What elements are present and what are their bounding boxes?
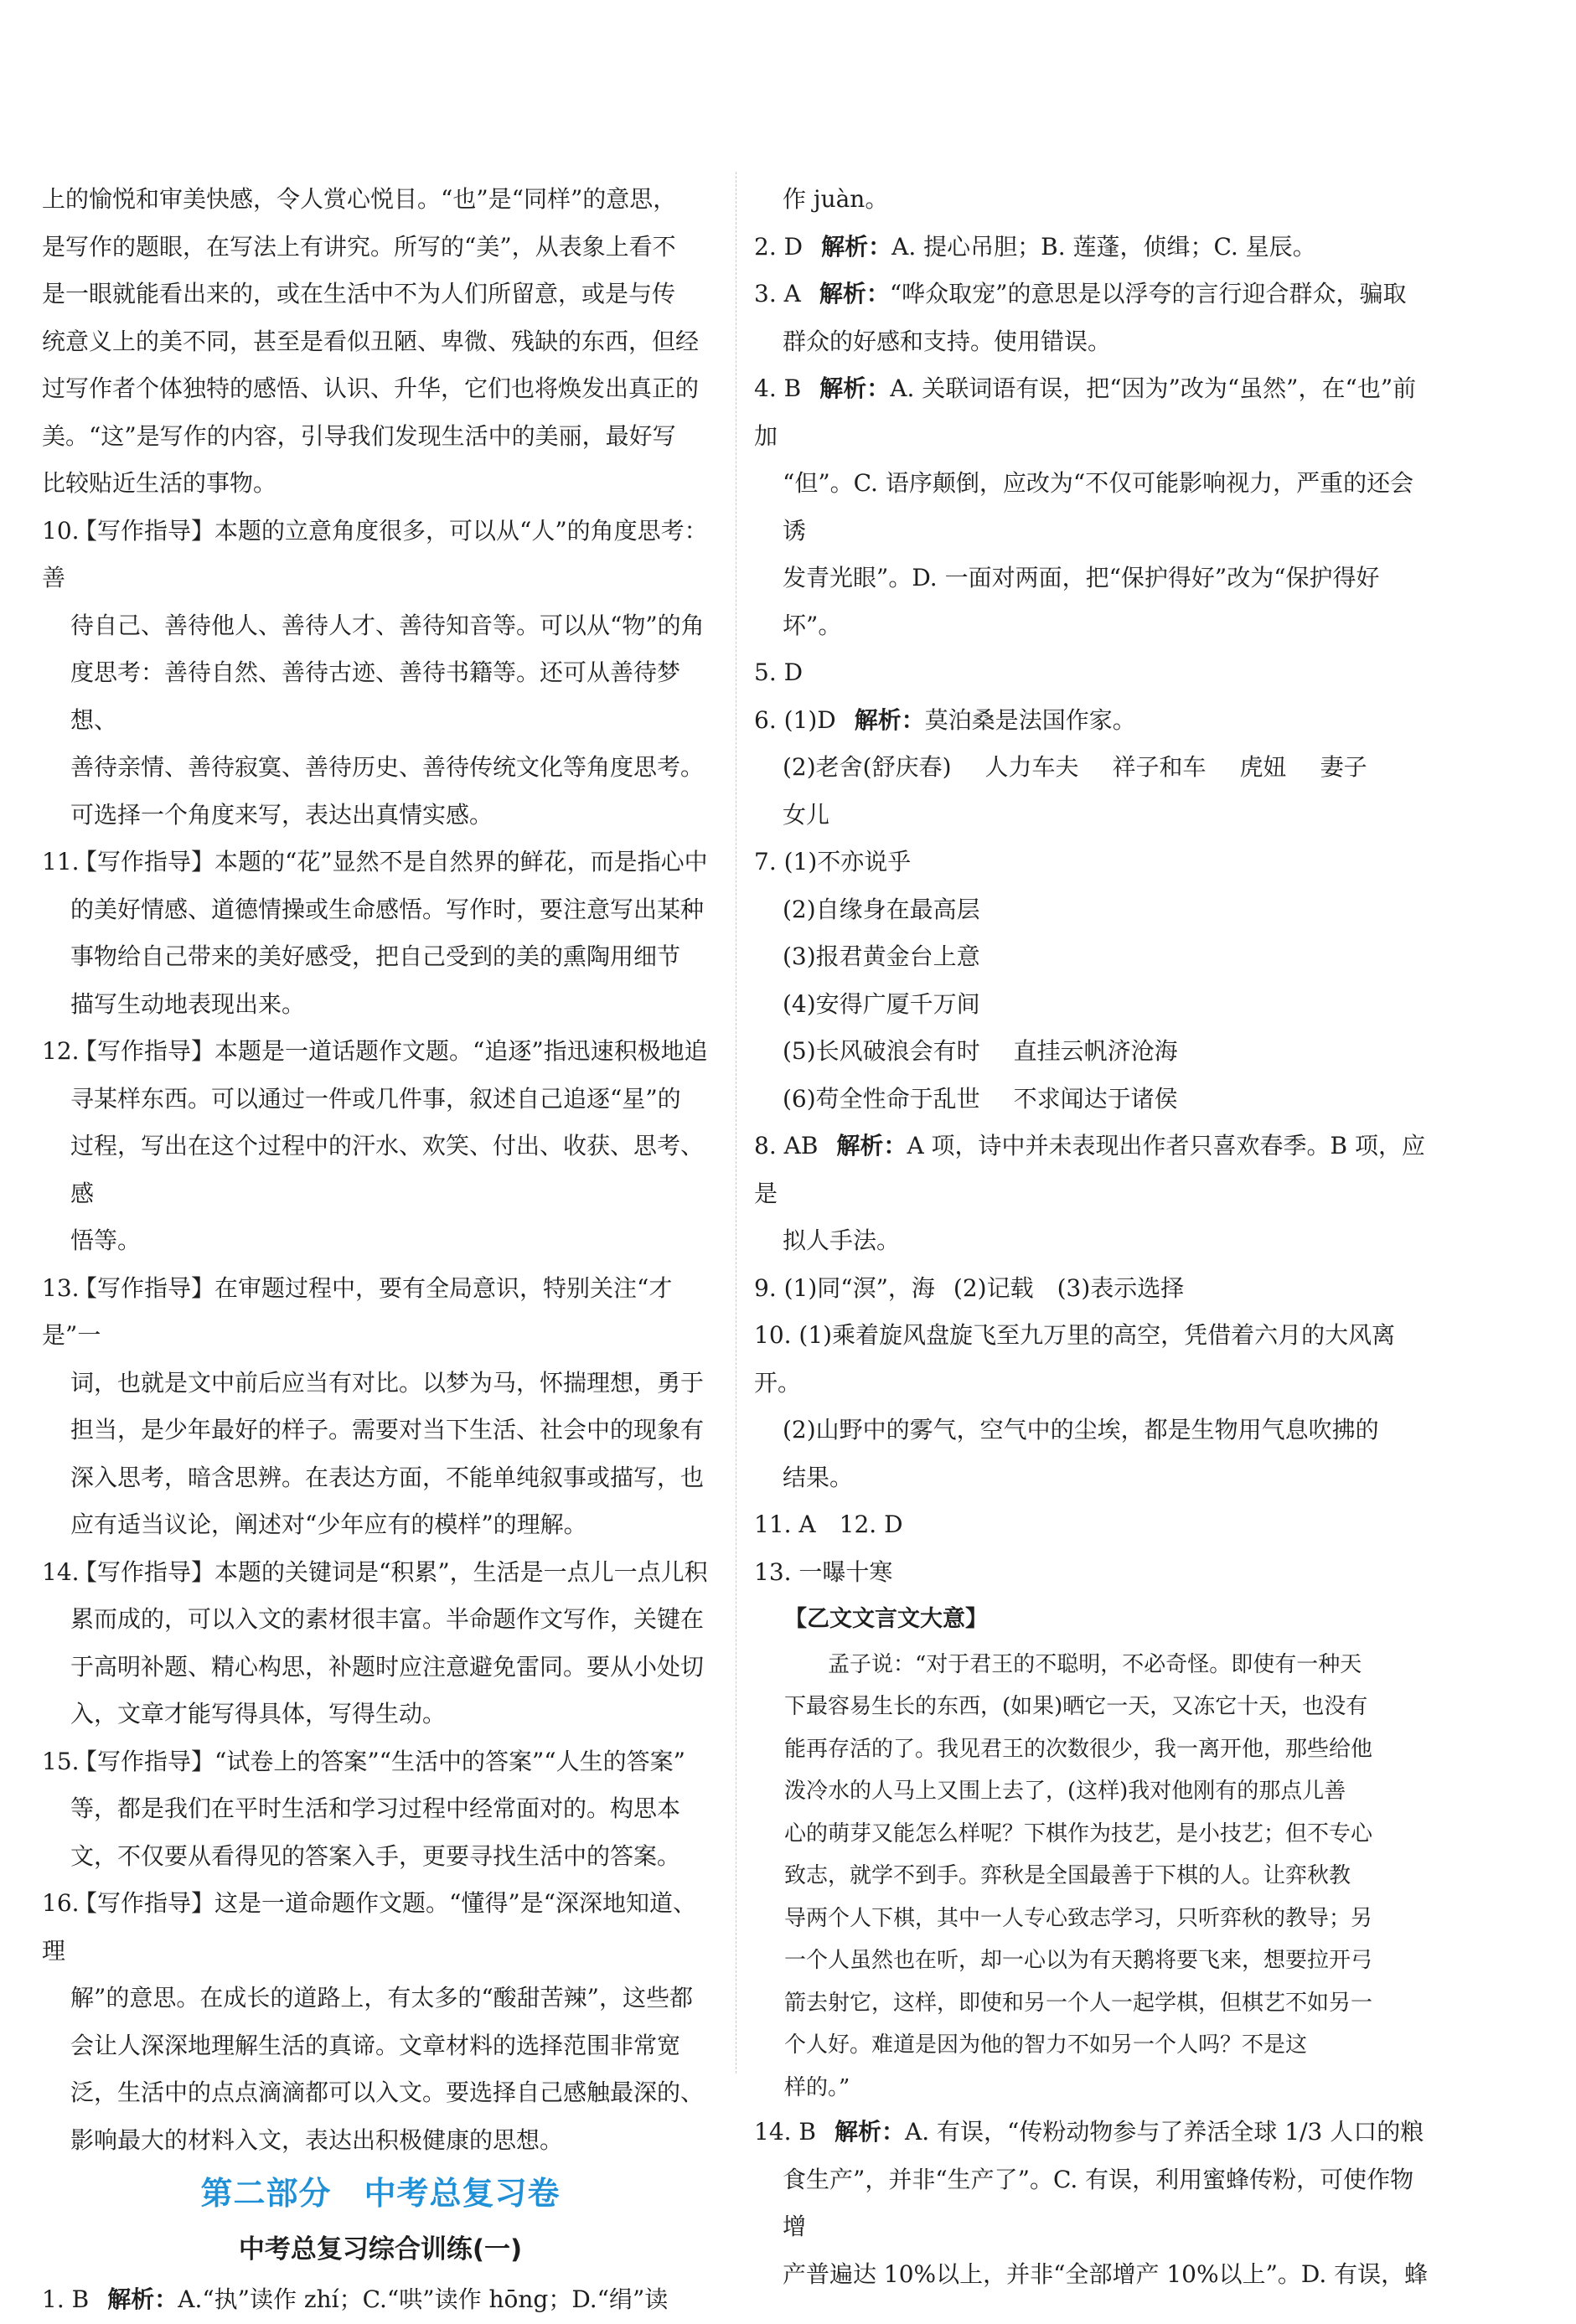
item-text: 待自己、善待他人、善待人才、善待知音等。可以从“物”的角 bbox=[70, 611, 705, 639]
item-text: 词，也就是文中前后应当有对比。以梦为马，怀揣理想，勇于 bbox=[70, 1368, 705, 1397]
answer-text: 莫泊桑是法国作家。 bbox=[924, 705, 1136, 734]
item-text: 累而成的，可以入文的素材很丰富。半命题作文写作，关键在 bbox=[70, 1605, 705, 1633]
text-line bbox=[42, 1028, 719, 1076]
analysis-label: 解析： bbox=[819, 374, 891, 402]
text-line bbox=[42, 2069, 719, 2117]
answer-number: 10. (1)乘着旋风盘旋飞至九万里的高空，凭借着六月的大风离开。 bbox=[754, 1321, 1396, 1397]
item-text: 会让人深深地理解生活的真谛。文章材料的选择范围非常宽 bbox=[70, 2031, 681, 2059]
answer-number: 14. B bbox=[754, 2118, 817, 2146]
answer-number: 3. A bbox=[754, 280, 801, 307]
analysis-label: 解析： bbox=[836, 1132, 907, 1159]
text-line bbox=[42, 1265, 719, 1360]
sub-answer-line bbox=[754, 1028, 1431, 1076]
answer-text: A. 有误，“传粉动物参与了养活全球 1/3 人口的粮 bbox=[905, 2118, 1424, 2146]
item-text: 作 juàn。 bbox=[783, 185, 889, 213]
text-line bbox=[42, 1076, 719, 1123]
text-line bbox=[42, 2022, 719, 2070]
text-line bbox=[42, 1833, 719, 1881]
section-title: 第二部分 中考总复习卷 bbox=[200, 2175, 561, 2212]
text-line bbox=[42, 2117, 719, 2165]
item-text: 过程，写出在这个过程中的汗水、欢笑、付出、收获、思考、感 bbox=[70, 1132, 705, 1207]
translation-line: 样的。” bbox=[784, 2074, 850, 2100]
text-line: 是写作的题眼，在写法上有讲究。所写的“美”，从表象上看不 bbox=[42, 232, 676, 261]
text-line bbox=[42, 508, 719, 602]
text-line bbox=[42, 1738, 719, 1786]
answer-line bbox=[754, 224, 1431, 271]
sub-answer: (5)长风破浪会有时 bbox=[783, 1037, 980, 1065]
item-text: 泛，生活中的点点滴滴都可以入文。要选择自己感触最深的、 bbox=[70, 2079, 705, 2106]
item-text: 善待亲情、善待寂寞、善待历史、善待传统文化等角度思考。 bbox=[70, 753, 705, 781]
answer-text: A. 提心吊胆；B. 莲蓬，侦缉；C. 星辰。 bbox=[891, 232, 1316, 261]
sub-answer: 祥子和车 bbox=[1112, 753, 1207, 781]
item-text: 度思考：善待自然、善待古迹、善待书籍等。还可从善待梦想、 bbox=[70, 658, 681, 734]
answer-text: (2)记载 (3)表示选择 bbox=[953, 1273, 1185, 1302]
text-line bbox=[42, 1217, 719, 1265]
answer-item-14 bbox=[754, 2109, 1431, 2298]
translation-line: 致志，就学不到手。弈秋是全国最善于下棋的人。让弈秋教 bbox=[784, 1863, 1351, 1888]
answer-line bbox=[754, 271, 1431, 318]
answer-text: A 项，诗中并未表现出作者只喜欢春季。B 项，应是 bbox=[754, 1132, 1426, 1207]
text-line bbox=[42, 1123, 719, 1217]
text-line bbox=[754, 555, 1431, 649]
answer-line bbox=[754, 365, 1431, 460]
guidance-item bbox=[42, 508, 719, 839]
continuation-paragraph bbox=[42, 176, 719, 508]
sub-answer: (4)安得广厦千万间 bbox=[783, 989, 980, 1018]
right-column bbox=[754, 176, 1431, 2298]
text-line bbox=[42, 1880, 719, 1975]
sub-answer: 虎妞 bbox=[1239, 753, 1287, 781]
text-line bbox=[754, 792, 1431, 839]
answer-text: “哗众取宠”的意思是以浮夸的言行迎合群众，骗取 bbox=[889, 280, 1407, 307]
text-line bbox=[42, 744, 719, 792]
exam-subtitle: 中考总复习综合训练(一) bbox=[238, 2234, 523, 2265]
item-text: 【写作指导】这是一道命题作文题。“懂得”是“深深地知道、理 bbox=[42, 1889, 696, 1965]
translation-line: 下最容易生长的东西，(如果)晒它一天，又冻它十天，也没有 bbox=[784, 1694, 1368, 1719]
answer-number: 8. AB bbox=[754, 1132, 819, 1159]
text-line bbox=[42, 1596, 719, 1644]
answer-number: 11. A 12. D bbox=[754, 1511, 903, 1538]
guidance-item bbox=[42, 1265, 719, 1549]
text-line bbox=[42, 1691, 719, 1738]
sub-answer: (2)自缘身在最高层 bbox=[783, 895, 980, 923]
translation-line: 泼冷水的人马上又围上去了，(这样)我对他刚有的那点儿善 bbox=[784, 1779, 1346, 1804]
item-text: 拟人手法。 bbox=[783, 1227, 901, 1254]
answer-line bbox=[754, 1265, 1431, 1313]
answer-item-1 bbox=[42, 2276, 719, 2324]
text-line bbox=[42, 933, 719, 981]
answer-line bbox=[754, 1501, 1431, 1549]
item-text: 【写作指导】“试卷上的答案”“生活中的答案”“人生的答案” bbox=[74, 1747, 685, 1775]
item-text: 女儿 bbox=[783, 800, 830, 829]
answer-line bbox=[754, 2109, 1431, 2156]
translation-line: 心的萌芽又能怎么样呢？下棋作为技艺，是小技艺；但不专心 bbox=[784, 1820, 1373, 1846]
item-text: 寻某样东西。可以通过一件或几件事，叙述自己追逐“星”的 bbox=[70, 1084, 681, 1113]
text-line: 过写作者个体独特的感悟、认识、升华，它们也将焕发出真正的 bbox=[42, 374, 700, 402]
item-text: 影响最大的材料入文，表达出积极健康的思想。 bbox=[70, 2125, 564, 2154]
item-text: 等，都是我们在平时生活和学习过程中经常面对的。构思本 bbox=[70, 1795, 681, 1822]
sub-answer: 人力车夫 bbox=[984, 753, 1079, 781]
item-text: 应有适当议论，阐述对“少年应有的模样”的理解。 bbox=[70, 1511, 587, 1538]
text-line: 美。“这”是写作的内容，引导我们发现生活中的美丽，最好写 bbox=[42, 421, 676, 450]
item-text: 可选择一个角度来写，表达出真情实感。 bbox=[70, 800, 493, 829]
guidance-item bbox=[42, 1549, 719, 1738]
item-text: 【写作指导】本题是一道话题作文题。“追逐”指迅速积极地追 bbox=[74, 1037, 708, 1065]
item-text: “但”。C. 语序颠倒，应改为“不仅可能影响视力，严重的还会诱 bbox=[783, 469, 1414, 545]
text-line bbox=[42, 886, 719, 934]
item-text: 入，文章才能写得具体，写得生动。 bbox=[70, 1700, 447, 1728]
sub-answer-line bbox=[754, 744, 1431, 792]
translation-line: 能再存活的了。我见君王的次数很少，我一离开他，那些给他 bbox=[784, 1736, 1373, 1762]
answer-number: 5. D bbox=[754, 658, 804, 686]
answer-text: A. 关联词语有误，把“因为”改为“虽然”，在“也”前加 bbox=[754, 374, 1417, 450]
answer-number: 9. (1)同“溟”，海 bbox=[754, 1273, 935, 1302]
item-text: 发青光眼”。D. 一面对两面，把“保护得好”改为“保护得好坏”。 bbox=[783, 564, 1380, 639]
answer-number: 6. (1)D bbox=[754, 705, 836, 734]
answer-line bbox=[754, 649, 1431, 697]
item-text: 事物给自己带来的美好感受，把自己受到的美的熏陶用细节 bbox=[70, 943, 681, 970]
analysis-label: 解析： bbox=[819, 280, 890, 307]
text-line bbox=[42, 1549, 719, 1597]
item-text: 担当，是少年最好的样子。需要对当下生活、社会中的现象有 bbox=[70, 1416, 705, 1443]
text-line bbox=[42, 1975, 719, 2022]
translation-line: 箭去射它，这样，即使和另一个人一起学棋，但棋艺不如另一 bbox=[784, 1990, 1373, 2016]
item-text: 群众的好感和支持。使用错误。 bbox=[783, 327, 1112, 355]
guidance-item bbox=[42, 1738, 719, 1881]
answer-line bbox=[754, 697, 1431, 745]
sub-answer: 妻子 bbox=[1320, 753, 1367, 781]
answer-text: 产普遍达 10%以上，并非“全部增产 10%以上”。D. 有误，蜂 bbox=[783, 2259, 1429, 2288]
text-line bbox=[754, 318, 1431, 366]
item-number: 12. bbox=[42, 1037, 80, 1065]
text-line bbox=[754, 1454, 1431, 1502]
text-line bbox=[42, 792, 719, 839]
sub-answer: (2)山野中的雾气，空气中的尘埃，都是生物用气息吹拂的 bbox=[783, 1416, 1379, 1443]
text-line bbox=[42, 1360, 719, 1407]
text-line: 上的愉悦和审美快感，令人赏心悦目。“也”是“同样”的意思， bbox=[42, 185, 677, 213]
translation-line: 个人好。难道是因为他的智力不如另一个人吗？不是这 bbox=[784, 2032, 1308, 2058]
answer-line bbox=[754, 1549, 1431, 1597]
text-line bbox=[754, 1217, 1431, 1265]
analysis-label: 解析： bbox=[854, 705, 925, 734]
item-text: 【写作指导】本题的立意角度很多，可以从“人”的角度思考：善 bbox=[42, 516, 708, 591]
left-column bbox=[42, 176, 719, 2324]
analysis-label: 解析： bbox=[835, 2118, 906, 2146]
text-line bbox=[42, 649, 719, 744]
answer-line bbox=[754, 839, 1431, 886]
item-text: 描写生动地表现出来。 bbox=[70, 989, 306, 1018]
text-line bbox=[42, 1454, 719, 1502]
answer-text: A.“执”读作 zhí；C.“哄”读作 hōng；D.“绢”读 bbox=[178, 2285, 669, 2313]
answer-text: 食生产”，并非“生产了”。C. 有误，利用蜜蜂传粉，可使作物增 bbox=[783, 2165, 1414, 2240]
sub-answer-line bbox=[754, 1076, 1431, 1123]
item-text: 深入思考，暗含思辨。在表达方面，不能单纯叙事或描写，也 bbox=[70, 1463, 705, 1491]
text-line bbox=[42, 1785, 719, 1833]
item-text: 解”的意思。在成长的道路上，有太多的“酸甜苦辣”，这些都 bbox=[70, 1984, 693, 2012]
sub-answer-line bbox=[754, 933, 1431, 981]
sub-answer: (2)老舍(舒庆春) bbox=[783, 753, 952, 781]
text-line bbox=[42, 602, 719, 650]
sub-answer: (3)报君黄金台上意 bbox=[783, 943, 980, 970]
translation-line: 一个人虽然也在听，却一心以为有天鹅将要飞来，想要拉开弓 bbox=[784, 1948, 1373, 1973]
text-line bbox=[42, 1644, 719, 1691]
item-text: 悟等。 bbox=[70, 1227, 142, 1254]
answer-line bbox=[754, 1123, 1431, 1217]
translation-line: 导两个人下棋，其中一人专心致志学习，只听弈秋的教导；另 bbox=[784, 1905, 1373, 1931]
answer-number: 2. D bbox=[754, 232, 804, 261]
text-line bbox=[754, 460, 1431, 555]
translation-line: 孟子说：“对于君王的不聪明，不必奇怪。即使有一种天 bbox=[828, 1651, 1362, 1677]
writing-guidance-list bbox=[42, 508, 719, 2165]
item-number: 13. bbox=[42, 1273, 80, 1302]
translation-text bbox=[754, 1644, 1431, 2110]
sub-answer-line bbox=[754, 981, 1431, 1029]
analysis-label: 解析： bbox=[821, 232, 892, 261]
answer-number: 1. B bbox=[42, 2285, 90, 2313]
item-number: 11. bbox=[42, 848, 80, 875]
analysis-label: 解析： bbox=[107, 2285, 178, 2313]
item-text: 【写作指导】在审题过程中，要有全局意识，特别关注“才是”一 bbox=[42, 1273, 673, 1349]
answer-line bbox=[754, 2156, 1431, 2251]
item-text: 【写作指导】本题的“花”显然不是自然界的鲜花，而是指心中 bbox=[74, 848, 708, 875]
answer-line bbox=[754, 1312, 1431, 1407]
answer-number: 4. B bbox=[754, 374, 802, 402]
text-line: 是一眼就能看出来的，或在生活中不为人们所留意，或是与传 bbox=[42, 280, 676, 307]
answer-number: 13. 一曝十寒 bbox=[754, 1557, 893, 1586]
item-number: 16. bbox=[42, 1889, 80, 1917]
item-number: 14. bbox=[42, 1557, 80, 1586]
guidance-item bbox=[42, 839, 719, 1028]
item-text: 【写作指导】本题的关键词是“积累”，生活是一点儿一点儿积 bbox=[74, 1557, 708, 1586]
text-line bbox=[42, 1501, 719, 1549]
answer-line bbox=[754, 2251, 1431, 2299]
item-text: 文，不仅要从看得见的答案入手，更要寻找生活中的答案。 bbox=[70, 1841, 681, 1870]
text-line: 统意义上的美不同，甚至是看似丑陋、卑微、残缺的东西，但经 bbox=[42, 327, 700, 355]
text-line bbox=[42, 981, 719, 1029]
guidance-item bbox=[42, 1028, 719, 1265]
text-line: 比较贴近生活的事物。 bbox=[42, 469, 277, 497]
sub-answer: (6)苟全性命于乱世 bbox=[783, 1084, 980, 1113]
text-line bbox=[42, 1407, 719, 1454]
sub-answer: 直挂云帆济沧海 bbox=[1013, 1037, 1178, 1065]
sub-answer-line bbox=[754, 886, 1431, 934]
answer-number: 7. (1)不亦说乎 bbox=[754, 848, 912, 875]
sub-answer: 不求闻达于诸侯 bbox=[1013, 1084, 1178, 1113]
guidance-item bbox=[42, 1880, 719, 2164]
translation-title: 【乙文文言文大意】 bbox=[784, 1606, 988, 1632]
text-line bbox=[42, 839, 719, 886]
item-text: 于高明补题、精心构思，补题时应注意避免雷同。要从小处切 bbox=[70, 1652, 705, 1681]
item-text: 的美好情感、道德情操或生命感悟。写作时，要注意写出某种 bbox=[70, 895, 705, 923]
item-number: 10. bbox=[42, 516, 80, 545]
text-line bbox=[754, 176, 1431, 224]
item-text: 结果。 bbox=[783, 1463, 854, 1491]
sub-answer-line bbox=[754, 1407, 1431, 1454]
answer-list bbox=[754, 176, 1431, 1596]
item-number: 15. bbox=[42, 1747, 80, 1775]
